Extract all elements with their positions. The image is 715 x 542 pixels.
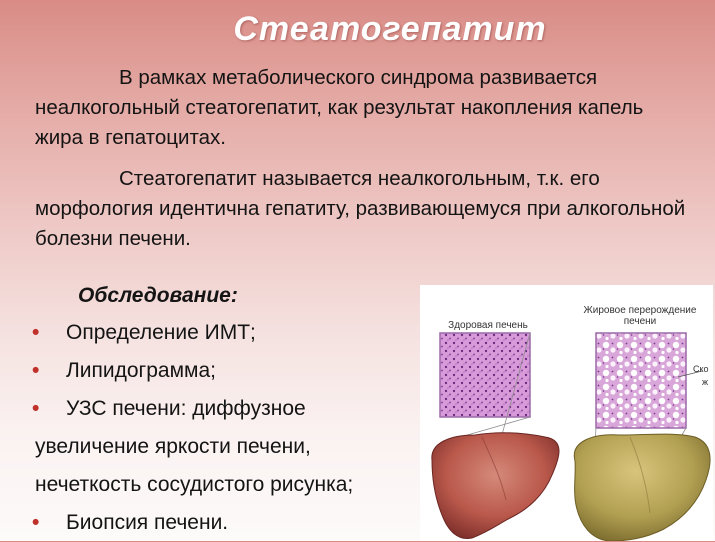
fatty-tissue-sample	[596, 333, 686, 428]
slide-title: Стеатогепатит	[233, 10, 547, 48]
list-item-text: УЗС печени: диффузное	[66, 397, 306, 420]
list-item-continuation	[0, 466, 415, 504]
bullet-icon: •	[32, 511, 40, 534]
list-item-text: Биопсия печени.	[66, 511, 229, 534]
fatty-liver-shape	[574, 434, 710, 541]
list-item-text: нечеткость сосудистого рисунка;	[35, 473, 354, 496]
list-item-text: Определение ИМТ;	[66, 321, 256, 344]
list-item-text: увеличение яркости печени,	[35, 435, 311, 458]
healthy-liver-shape	[432, 433, 559, 539]
callout-label-1: Ско	[693, 364, 709, 374]
list-item	[0, 504, 415, 542]
definition-paragraph	[35, 164, 695, 254]
fatty-liver-label-line2: печени	[623, 316, 657, 327]
exam-list	[0, 314, 415, 542]
intro-paragraph	[35, 63, 695, 153]
list-item-text: Липидограмма;	[66, 359, 216, 382]
healthy-tissue-sample	[440, 333, 530, 417]
list-item	[0, 314, 415, 352]
list-item-continuation	[0, 428, 415, 466]
definition-paragraph-text: Стеатогепатит называется неалкогольным, т.к. его морфология идентична гепатиту, развивающемуся при алкогольной болезни печени.	[35, 167, 686, 250]
healthy-liver-label: Здоровая печень	[448, 320, 528, 331]
bullet-icon: •	[32, 321, 40, 344]
exam-heading: Обследование:	[78, 284, 238, 307]
list-item	[0, 352, 415, 390]
fatty-liver-label-line1: Жировое перерождение	[583, 305, 697, 316]
liver-comparison-figure	[420, 285, 713, 541]
bullet-icon: •	[32, 397, 40, 420]
list-item	[0, 390, 415, 428]
bullet-icon: •	[32, 359, 40, 382]
intro-paragraph-text: В рамках метаболического синдрома развивается неалкогольный стеатогепатит, как результат накопления капель жира в гепатоцитах.	[35, 66, 644, 149]
liver-illustration	[420, 285, 713, 541]
callout-label-2: ж	[702, 377, 709, 387]
